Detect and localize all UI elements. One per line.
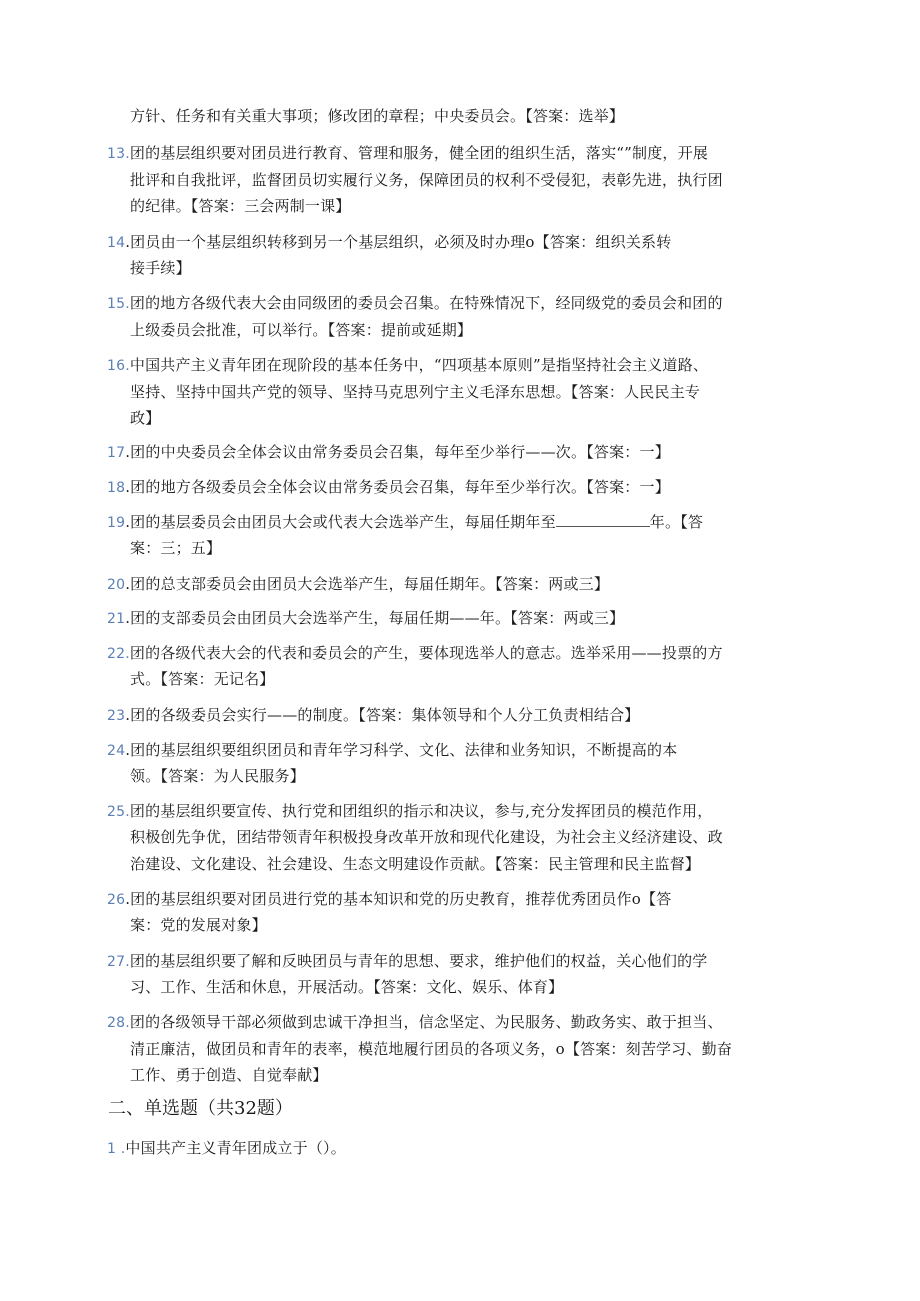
item-number: 14 (107, 235, 126, 251)
text-line: 案：三；五】 (130, 539, 222, 557)
item-16: 16.中国共产主义青年团在现阶段的基本任务中，“四项基本原则”是指坚持社会主义道路、 (107, 356, 709, 374)
item-number: 1 (107, 1141, 117, 1157)
item-text: .团的基层委员会由团员大会或代表大会选举产生，每届任期年至 (125, 513, 556, 531)
item-25: 25.团的基层组织要宣传、执行党和团组织的指示和决议，参与,充分发挥团员的模范作用， (107, 802, 713, 820)
item-number: 16 (107, 358, 126, 374)
item-19 (107, 512, 703, 533)
text-line: 清正廉洁，做团员和青年的表率，模范地履行团员的各项义务，o【答案：刻苦学习、勤奋 (130, 1040, 733, 1058)
text-line: 式。【答案：无记名】 (130, 670, 275, 688)
section-heading: 二、单选题（共32题） (108, 1098, 293, 1119)
item-23 (107, 705, 640, 726)
item-22: 22.团的各级代表大会的代表和委员会的产生，要体现选举人的意志。选举采用——投票的方 (107, 644, 723, 662)
item-15: 15.团的地方各级代表大会由同级团的委员会召集。在特殊情况下，经同级党的委员会和团的 (107, 294, 723, 312)
text-line: 案：党的发展对象】 (130, 916, 267, 934)
text-line: 批评和自我批评，监督团员切实履行义务，保障团员的权利不受侵犯，表彰先进，执行团 (130, 171, 723, 189)
item-number: 22 (107, 646, 126, 662)
item-number: 26 (107, 892, 126, 908)
item-number: 18 (107, 480, 126, 496)
item-14 (107, 232, 671, 253)
fill-blank (556, 512, 650, 527)
item-text: 中国共产主义青年团成立于（）。 (125, 1139, 346, 1157)
text-line: 工作、勇于创造、自觉奉献】 (130, 1066, 328, 1084)
item-text: .团的中央委员会全体会议由常务委员会召集，每年至少举行——次。【答案：一】 (125, 443, 670, 461)
text-line: 方针、任务和有关重大事项；修改团的章程；中央委员会。【答案：选举】 (130, 107, 625, 125)
item-number: 13 (107, 146, 126, 162)
item-text: 团的各级领导干部必须做到忠诚干净担当，信念坚定、为民服务、勤政务实、敢于担当、 (129, 1013, 723, 1031)
item-28: 28.团的各级领导干部必须做到忠诚干净担当，信念坚定、为民服务、勤政务实、敢于担当、 (107, 1013, 723, 1031)
item-17 (107, 442, 670, 463)
text-line: 治建设、文化建设、社会建设、生态文明建设作贡献。【答案：民主管理和民主监督】 (130, 855, 701, 873)
text-line: 习、工作、生活和休息，开展活动。【答案：文化、娱乐、体育】 (130, 978, 564, 996)
item-text: 团的基层组织要了解和反映团员与青年的思想、要求，维护他们的权益，关心他们的学 (129, 952, 708, 970)
item-number: 23 (107, 708, 126, 724)
item-number: 20 (107, 577, 126, 593)
item-26 (107, 889, 671, 910)
item-text-cont: 年。【答 (649, 513, 704, 531)
item-number: 19 (107, 515, 126, 531)
item-text: .团的基层组织要对团员进行党的基本知识和党的历史教育，推荐优秀团员作o【答 (125, 890, 672, 908)
item-number: 24 (107, 743, 126, 759)
text-line: 上级委员会批准，可以举行。【答案：提前或延期】 (130, 321, 473, 339)
item-24 (107, 740, 677, 761)
text-line: 领。【答案：为人民服务】 (130, 767, 305, 785)
item-20 (107, 574, 609, 595)
item-number: 28 (107, 1015, 126, 1031)
text-line: 积极创先争优，团结带领青年积极投身改革开放和现代化建设，为社会主义经济建设、政 (130, 828, 723, 846)
text-line: 的纪律。【答案：三会两制一课】 (130, 197, 351, 215)
item-number: 27 (107, 954, 126, 970)
item-text: 团的地方各级代表大会由同级团的委员会召集。在特殊情况下，经同级党的委员会和团的 (129, 294, 723, 312)
item-text: .团的地方各级委员会全体会议由常务委员会召集，每年至少举行次。【答案：一】 (125, 478, 670, 496)
item-text: .团的总支部委员会由团员大会选举产生，每届任期年。【答案：两或三】 (125, 575, 610, 593)
item-text: 团的基层组织要宣传、执行党和团组织的指示和决议，参与,充分发挥团员的模范作用， (129, 802, 713, 820)
item-21 (107, 608, 624, 629)
item-13: 13.团的基层组织要对团员进行教育、管理和服务，健全团的组织生活，落实“”制度，开展 (107, 144, 709, 162)
item-text: 团的各级代表大会的代表和委员会的产生，要体现选举人的意志。选举采用——投票的方 (129, 644, 723, 662)
question-1: 1 .中国共产主义青年团成立于（）。 (107, 1139, 346, 1157)
item-text: .团的基层组织要组织团员和青年学习科学、文化、法律和业务知识，不断提高的本 (125, 741, 678, 759)
item-number: 21 (107, 611, 126, 627)
text-line: 坚持、坚持中国共产党的领导、坚持马克思列宁主义毛泽东思想。【答案：人民民主专 (130, 383, 701, 401)
item-text: .团的各级委员会实行——的制度。【答案：集体领导和个人分工负责相结合】 (125, 706, 640, 724)
item-text: 中国共产主义青年团在现阶段的基本任务中，“四项基本原则”是指坚持社会主义道路、 (129, 356, 709, 374)
item-number: 15 (107, 296, 126, 312)
text-line: 政】 (130, 409, 161, 427)
item-text: .团员由一个基层组织转移到另一个基层组织，必须及时办理o【答案：组织关系转 (125, 233, 672, 251)
item-number: 25 (107, 804, 126, 820)
text-line: 接手续】 (130, 259, 191, 277)
item-text: .团的支部委员会由团员大会选举产生，每届任期——年。【答案：两或三】 (125, 609, 625, 627)
item-27: 27.团的基层组织要了解和反映团员与青年的思想、要求，维护他们的权益，关心他们的学 (107, 952, 708, 970)
item-number: 17 (107, 445, 126, 461)
item-18 (107, 477, 670, 498)
item-text: 团的基层组织要对团员进行教育、管理和服务，健全团的组织生活，落实“”制度，开展 (129, 144, 709, 162)
